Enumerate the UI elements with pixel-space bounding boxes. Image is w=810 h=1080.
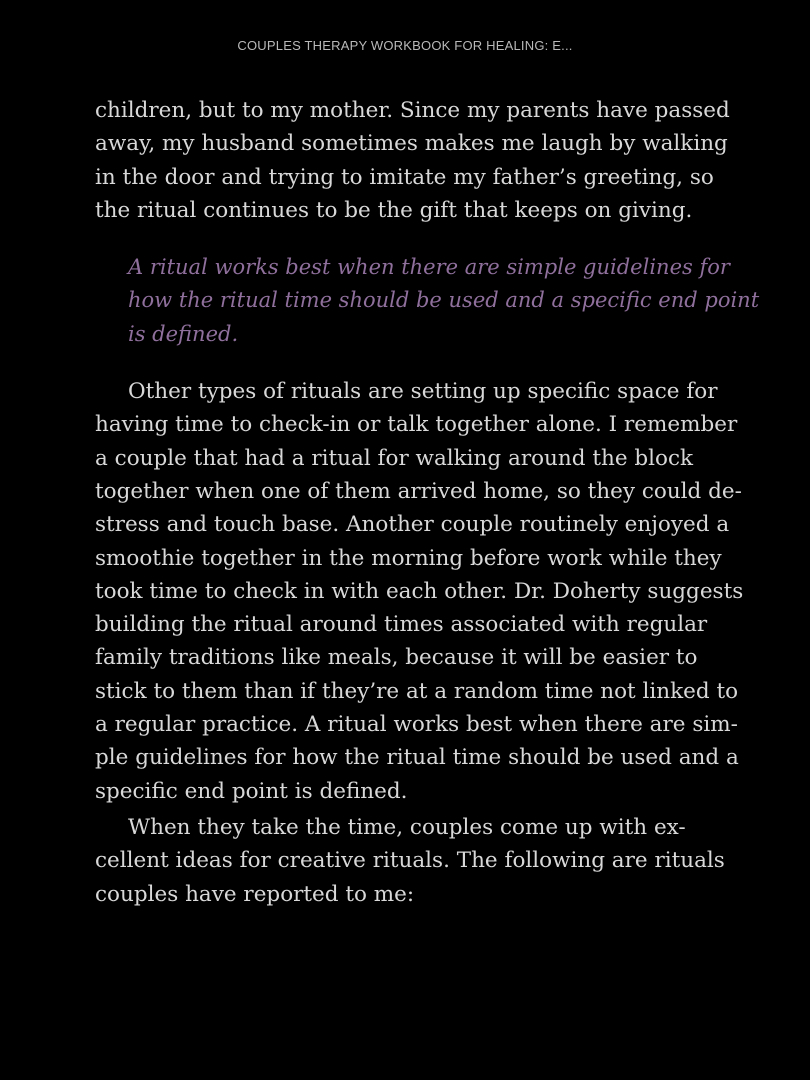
text-line: ple guidelines for how the ritual time should be used and a [95, 745, 739, 771]
quote-line: A ritual works best when there are simple guidelines for [128, 255, 730, 280]
text-line: family traditions like meals, because it will be easier to [95, 645, 698, 671]
text-line: stick to them than if they’re at a random time not linked to [95, 678, 739, 704]
text-line: smoothie together in the morning before work while they [95, 545, 722, 571]
paragraph-continuation [95, 94, 730, 227]
quote-line: how the ritual time should be used and a specific end point [128, 288, 760, 313]
pull-quote [128, 251, 760, 351]
book-title-header: COUPLES THERAPY WORKBOOK FOR HEALING: E... [237, 38, 573, 53]
paragraph-rituals [95, 375, 744, 808]
text-line: having time to check-in or talk together alone. I remember [95, 412, 738, 438]
text-line: stress and touch base. Another couple routinely enjoyed a [95, 512, 730, 538]
quote-line: is defined. [128, 321, 239, 346]
text-line: Other types of rituals are setting up specific space for [128, 379, 718, 405]
text-line: took time to check in with each other. Dr. Doherty suggests [95, 578, 744, 604]
text-line: cellent ideas for creative rituals. The following are rituals [95, 848, 725, 874]
text-line: together when one of them arrived home, so they could de- [95, 478, 742, 504]
text-line: in the door and trying to imitate my father’s greeting, so [95, 164, 714, 190]
text-line: a couple that had a ritual for walking around the block [95, 445, 694, 471]
text-line: the ritual continues to be the gift that keeps on giving. [95, 197, 693, 223]
text-line: couples have reported to me: [95, 881, 415, 907]
text-line: building the ritual around times associated with regular [95, 612, 708, 638]
paragraph-creative-rituals [95, 811, 725, 911]
text-line: When they take the time, couples come up with ex- [128, 814, 686, 840]
page-content [95, 94, 760, 911]
text-line: away, my husband sometimes makes me laugh by walking [95, 131, 728, 157]
text-line: a regular practice. A ritual works best when there are sim- [95, 712, 738, 738]
text-line: specific end point is defined. [95, 778, 408, 804]
text-line: children, but to my mother. Since my parents have passed [95, 98, 730, 123]
